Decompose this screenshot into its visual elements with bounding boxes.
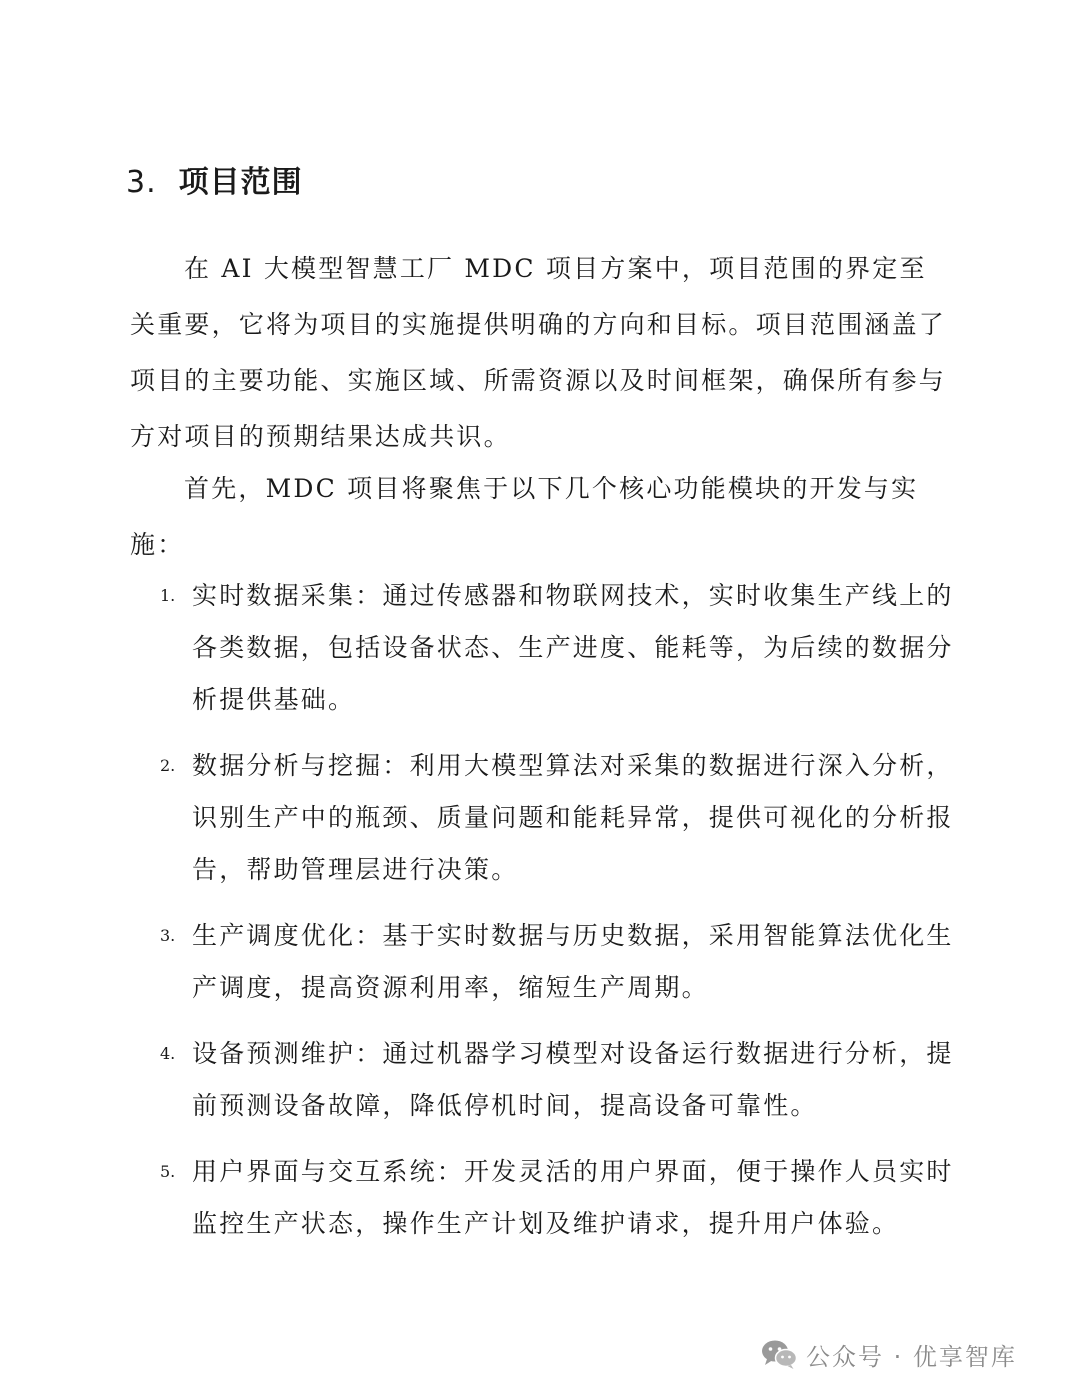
- list-item: [130, 740, 954, 896]
- list-item-text: 生产调度优化：基于实时数据与历史数据，采用智能算法优化生产调度，提高资源利用率，缩短生产周期。: [192, 921, 954, 1002]
- list-marker: 5.: [160, 1162, 176, 1181]
- list-item-text: 数据分析与挖掘：利用大模型算法对采集的数据进行深入分析，识别生产中的瓶颈、质量问题和能耗异常，提供可视化的分析报告，帮助管理层进行决策。: [192, 751, 954, 884]
- section-title: 项目范围: [178, 165, 303, 200]
- section-heading: [126, 157, 303, 201]
- list-item: [130, 910, 954, 1014]
- list-item-text: 实时数据采集：通过传感器和物联网技术，实时收集生产线上的各类数据，包括设备状态、生产进度、能耗等，为后续的数据分析提供基础。: [192, 581, 954, 714]
- list-marker: 4.: [160, 1044, 176, 1063]
- watermark-text: 公众号 · 优享智库: [806, 1342, 1017, 1371]
- modules-intro-paragraph: 首先，MDC 项目将聚焦于以下几个核心功能模块的开发与实施：: [130, 474, 919, 559]
- intro-paragraph: 在 AI 大模型智慧工厂 MDC 项目方案中，项目范围的界定至关重要，它将为项目的实施提供明确的方向和目标。项目范围涵盖了项目的主要功能、实施区域、所需资源以及时间框架，确保所有参与方对项目的预期结果达成共识。: [130, 254, 947, 451]
- list-item-text: 设备预测维护：通过机器学习模型对设备运行数据进行分析，提前预测设备故障，降低停机时间，提高设备可靠性。: [192, 1039, 954, 1120]
- list-marker: 1.: [160, 586, 176, 605]
- section-number: 3.: [126, 165, 157, 200]
- list-marker: 3.: [160, 926, 176, 945]
- watermark: [760, 1334, 1017, 1374]
- feature-list: [130, 570, 970, 1250]
- list-marker: 2.: [160, 756, 176, 775]
- list-item: [130, 1146, 954, 1250]
- list-item-text: 用户界面与交互系统：开发灵活的用户界面，便于操作人员实时监控生产状态，操作生产计划及维护请求，提升用户体验。: [192, 1157, 954, 1238]
- list-item: [130, 1028, 954, 1132]
- wechat-icon: [760, 1338, 798, 1370]
- list-item: [130, 570, 954, 726]
